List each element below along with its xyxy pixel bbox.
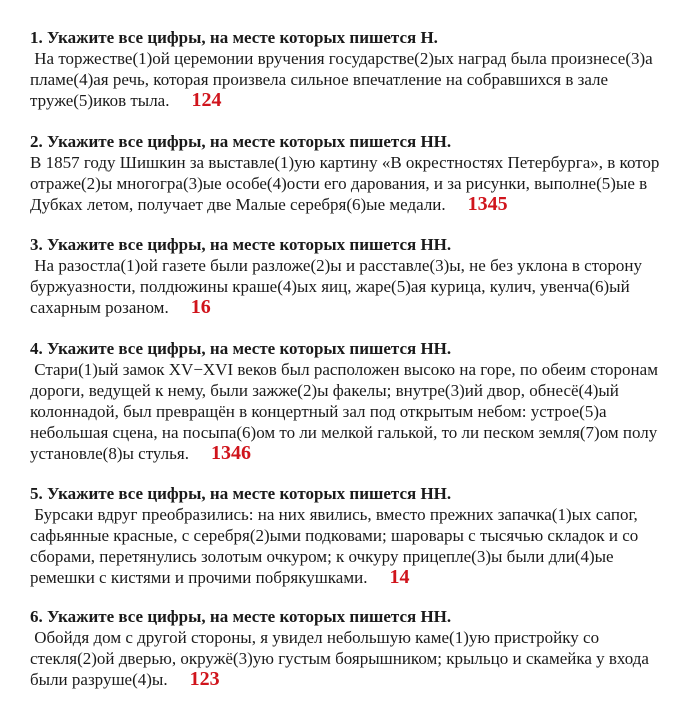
line-text: стекля(2)ой дверью, окружё(3)ую густым боярышником; крыльцо и скамейка у входа [30,649,649,668]
task-text-line [30,443,699,464]
line-text: колоннадой, был превращён в концертный зал под открытым небом: устрое(5)а [30,402,607,421]
task-text-line [30,648,699,669]
task-text-line [30,194,699,215]
task-heading: 3. Укажите все цифры, на месте которых пишется НН. [30,235,452,254]
task-heading: 6. Укажите все цифры, на месте которых пишется НН. [30,607,452,626]
line-text: Стари(1)ый замок XV−XVI веков был расположен высоко на горе, по обеим сторонам [30,360,658,379]
task-text-line [30,90,699,111]
task-3 [30,234,699,318]
task-text-line [30,276,699,297]
line-text: В 1857 году Шишкин за выставле(1)ую картину «В окрестностях Петербурга», в котор [30,153,660,172]
task-heading: 5. Укажите все цифры, на месте которых пишется НН. [30,484,452,503]
task-5 [30,483,699,588]
task-text-line [30,669,699,690]
answer: 1345 [467,194,508,215]
line-text: сахарным розаном. [30,298,169,317]
task-text-line [30,422,699,443]
line-text: дороги, ведущей к нему, были зажже(2)ы факелы; внутре(3)ий двор, обнесё(4)ый [30,381,619,400]
task-text-line [30,173,699,194]
task-text-line [30,567,699,588]
task-heading: 2. Укажите все цифры, на месте которых пишется НН. [30,132,452,151]
answer: 123 [189,669,220,690]
task-text-line [30,627,699,648]
task-text-line [30,255,699,276]
line-text: ремешки с кистями и прочими побрякушками. [30,568,368,587]
task-text-line [30,525,699,546]
line-text: установле(8)ы стулья. [30,444,189,463]
line-text: На торжестве(1)ой церемонии вручения государстве(2)ых наград была произнесе(3)а [30,49,653,68]
line-text: На разостла(1)ой газете были разложе(2)ы и расставле(3)ы, не без уклона в сторону [30,256,642,275]
line-text: небольшая сцена, на посыпа(6)ом то ли мелкой галькой, то ли песком земля(7)ом полу [30,423,658,442]
task-4 [30,338,699,464]
task-text-line [30,69,699,90]
task-text-line [30,48,699,69]
line-text: Дубках летом, получает две Малые серебря(6)ые медали. [30,195,446,214]
task-text-line [30,546,699,567]
task-1 [30,27,699,111]
line-text: труже(5)иков тыла. [30,91,170,110]
line-text: Бурсаки вдруг преобразились: на них явились, вместо прежних запачка(1)ых сапог, [30,505,638,524]
task-heading: 1. Укажите все цифры, на месте которых пишется Н. [30,28,438,47]
answer: 124 [191,90,222,111]
answer: 16 [190,297,211,318]
task-6 [30,606,699,690]
task-text-line [30,297,699,318]
task-heading: 4. Укажите все цифры, на месте которых пишется НН. [30,339,452,358]
answer: 1346 [210,443,251,464]
line-text: сафьянные красные, с серебря(2)ыми подковами; шаровары с тысячью складок и со [30,526,639,545]
line-text: сборами, перетянулись золотым очкуром; к очкуру прицепле(3)ы были дли(4)ые [30,547,614,566]
line-text: Обойдя дом с другой стороны, я увидел небольшую каме(1)ую пристройку со [30,628,600,647]
task-text-line [30,380,699,401]
line-text: были разруше(4)ы. [30,670,168,689]
task-text-line [30,359,699,380]
line-text: буржуазности, полдюжины краше(4)ых яиц, жаре(5)ая курица, кулич, увенча(6)ый [30,277,630,296]
answer: 14 [389,567,410,588]
task-2 [30,131,699,215]
task-text-line [30,152,699,173]
task-text-line [30,401,699,422]
line-text: пламе(4)ая речь, которая произвела сильное впечатление на собравшихся в зале [30,70,609,89]
task-text-line [30,504,699,525]
line-text: отраже(2)ы многогра(3)ые особе(4)ости его дарования, и за рисунки, выполне(5)ые в [30,174,648,193]
